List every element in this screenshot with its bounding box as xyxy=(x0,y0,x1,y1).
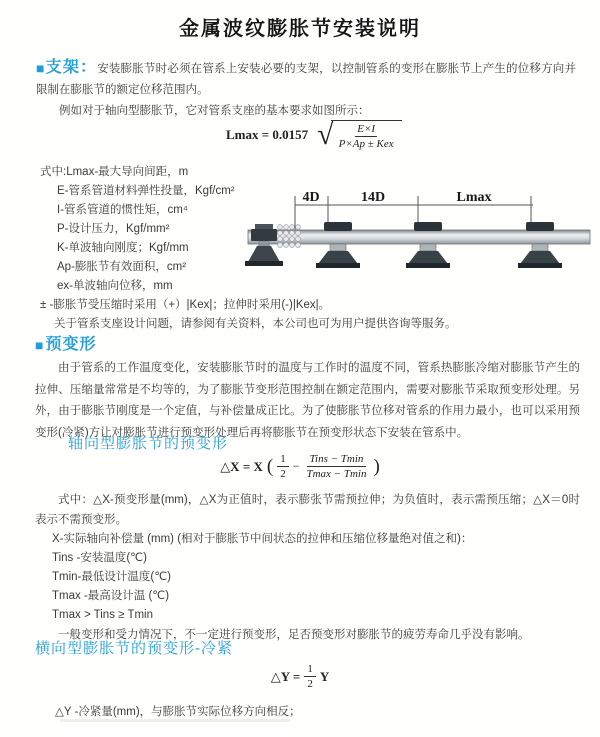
where-label-line: 式中:Lmax-最大导向间距，m xyxy=(40,166,189,178)
half-denominator: 2 xyxy=(307,677,313,690)
dim-label-4d: 4D xyxy=(302,190,320,205)
dim-label-lmax: Lmax xyxy=(456,190,492,205)
variable-line: K-单波轴向刚度；Kgf/mm xyxy=(57,242,189,254)
guide-support xyxy=(406,222,450,268)
support-section-heading: 支架： xyxy=(45,59,98,76)
page-title: 金属波纹膨胀节安装说明 xyxy=(179,18,421,40)
consult-note-line: 关于管系支座设计问题，请参阅有关资料，本公司也可为用户提供咨询等服务。 xyxy=(54,318,457,330)
formula1-numerator: E×I xyxy=(357,123,376,135)
axial-predeform-formula xyxy=(0,453,600,480)
variable-line: E-管系管道材料弹性投量，Kgf/cm² xyxy=(57,185,235,197)
support-intro-text: 安装膨胀节时必须在管系上安装必要的支架，以控制管系的变形在膨胀节上产生的位移方向并限制在膨胀节的额定位移范围内。 xyxy=(36,63,576,96)
lateral-coldtight-formula xyxy=(0,663,600,690)
lateral-note-line: △Y -冷紧量(mm)，与膨胀节实际位移方向相反； xyxy=(55,706,301,718)
variable-line: P-设计压力，Kgf/mm² xyxy=(57,223,170,235)
support-intro-paragraph xyxy=(36,57,576,101)
temp-denominator: Tmax − Tmin xyxy=(306,467,367,480)
section-square-icon: ■ xyxy=(35,337,45,353)
axial-explain-paragraph: 式中：△X-预变形量(mm)，△X为正值时，表示膨张节需预拉伸；为负值时，表示需预压缩；△X＝0时表示不需预变形。 xyxy=(35,494,580,526)
formula3-lhs: △Y = xyxy=(270,668,301,684)
half-numerator: 1 xyxy=(304,663,316,677)
predeform-section-heading xyxy=(35,331,580,354)
guide-support xyxy=(316,222,360,268)
variable-line: ex-单波轴向位移，mm xyxy=(57,280,173,292)
cutoff-text-remnant xyxy=(60,719,290,722)
radical-icon xyxy=(317,120,401,150)
radical-sign-glyph: √ xyxy=(317,118,334,152)
formula2-temp-fraction xyxy=(303,453,369,480)
formula2-half-fraction xyxy=(277,453,289,480)
plus-minus-note-line: ± -膨胀节受压缩时采用（+）|Kex|；拉伸时采用(-)|Kex|。 xyxy=(40,299,331,311)
lateral-subheading: 横向型膨胀节的预变形-冷紧 xyxy=(35,640,233,657)
axial-line: Tmin-最低设计温度(℃) xyxy=(52,571,171,583)
half-numerator: 1 xyxy=(277,453,289,467)
formula1-denominator: P×Ap ± Kex xyxy=(338,137,394,150)
axial-line: Tmax -最高设计温 (℃) xyxy=(52,590,170,602)
temp-numerator: Tins − Tmin xyxy=(307,453,367,467)
predeform-heading-text: 预变形 xyxy=(45,336,97,353)
support-section xyxy=(36,57,576,122)
formula1-fraction xyxy=(331,120,402,150)
axial-line: Tins -安装温度(℃) xyxy=(52,552,147,564)
axial-line: X-实际轴向补偿量 (mm) (相对于膨胀节中间状态的拉伸和压缩位移量绝对值之和)： xyxy=(52,533,473,545)
formula3-half-fraction xyxy=(304,663,316,690)
section-square-icon: ■ xyxy=(36,60,45,76)
close-paren-glyph: ) xyxy=(373,456,380,478)
predeform-paragraph: 由于管系的工作温度变化，安装膨胀节时的温度与工作时的温度不同，管系热膨胀冷缩对膨胀节产生的拉伸、压缩量常常是不均等的，为了膨胀节变形范围控制在额定范围内，需要对膨胀节采取预变形处理。另外，由于膨胀节刚度是一个定值，与补偿量成正比。为了使膨胀节位移对管系的作用力最小，也可以采用预变形(冷紧)方让对膨胀节进行预变形处理后再将膨胀节在预变形状态下安装在管系中。 xyxy=(35,362,580,439)
formula3-rhs: Y xyxy=(319,668,330,684)
variable-line: I-管系管道的惯性矩，cm⁴ xyxy=(57,204,188,216)
formula1-lhs: Lmax = 0.0157 xyxy=(226,127,309,143)
minus-operator: − xyxy=(292,459,300,474)
variable-line: Ap-膨胀节有效面积，cm² xyxy=(57,261,187,273)
formula2-lhs: △X = X xyxy=(220,458,263,474)
dim-label-14d: 14D xyxy=(360,190,386,205)
support-example-line: 例如对于轴向型膨胀节，它对管系支座的基本要求如图所示： xyxy=(59,105,370,117)
axial-note-line: 一般变形和受力情况下，不一定进行预变形，足否预变形对膨胀节的疲劳寿命几乎没有影响。 xyxy=(58,629,530,641)
axial-line: Tmax > Tins ≥ Tmin xyxy=(52,609,153,621)
pipe-support-diagram xyxy=(238,188,598,292)
axial-body-text xyxy=(35,490,580,645)
open-paren-glyph: ( xyxy=(266,456,274,478)
guide-support xyxy=(518,222,562,268)
half-denominator: 2 xyxy=(280,467,286,480)
predeform-section xyxy=(35,331,580,444)
axial-subheading: 轴向型膨胀节的预变形 xyxy=(68,435,229,452)
guide-spacing-formula xyxy=(226,120,402,150)
